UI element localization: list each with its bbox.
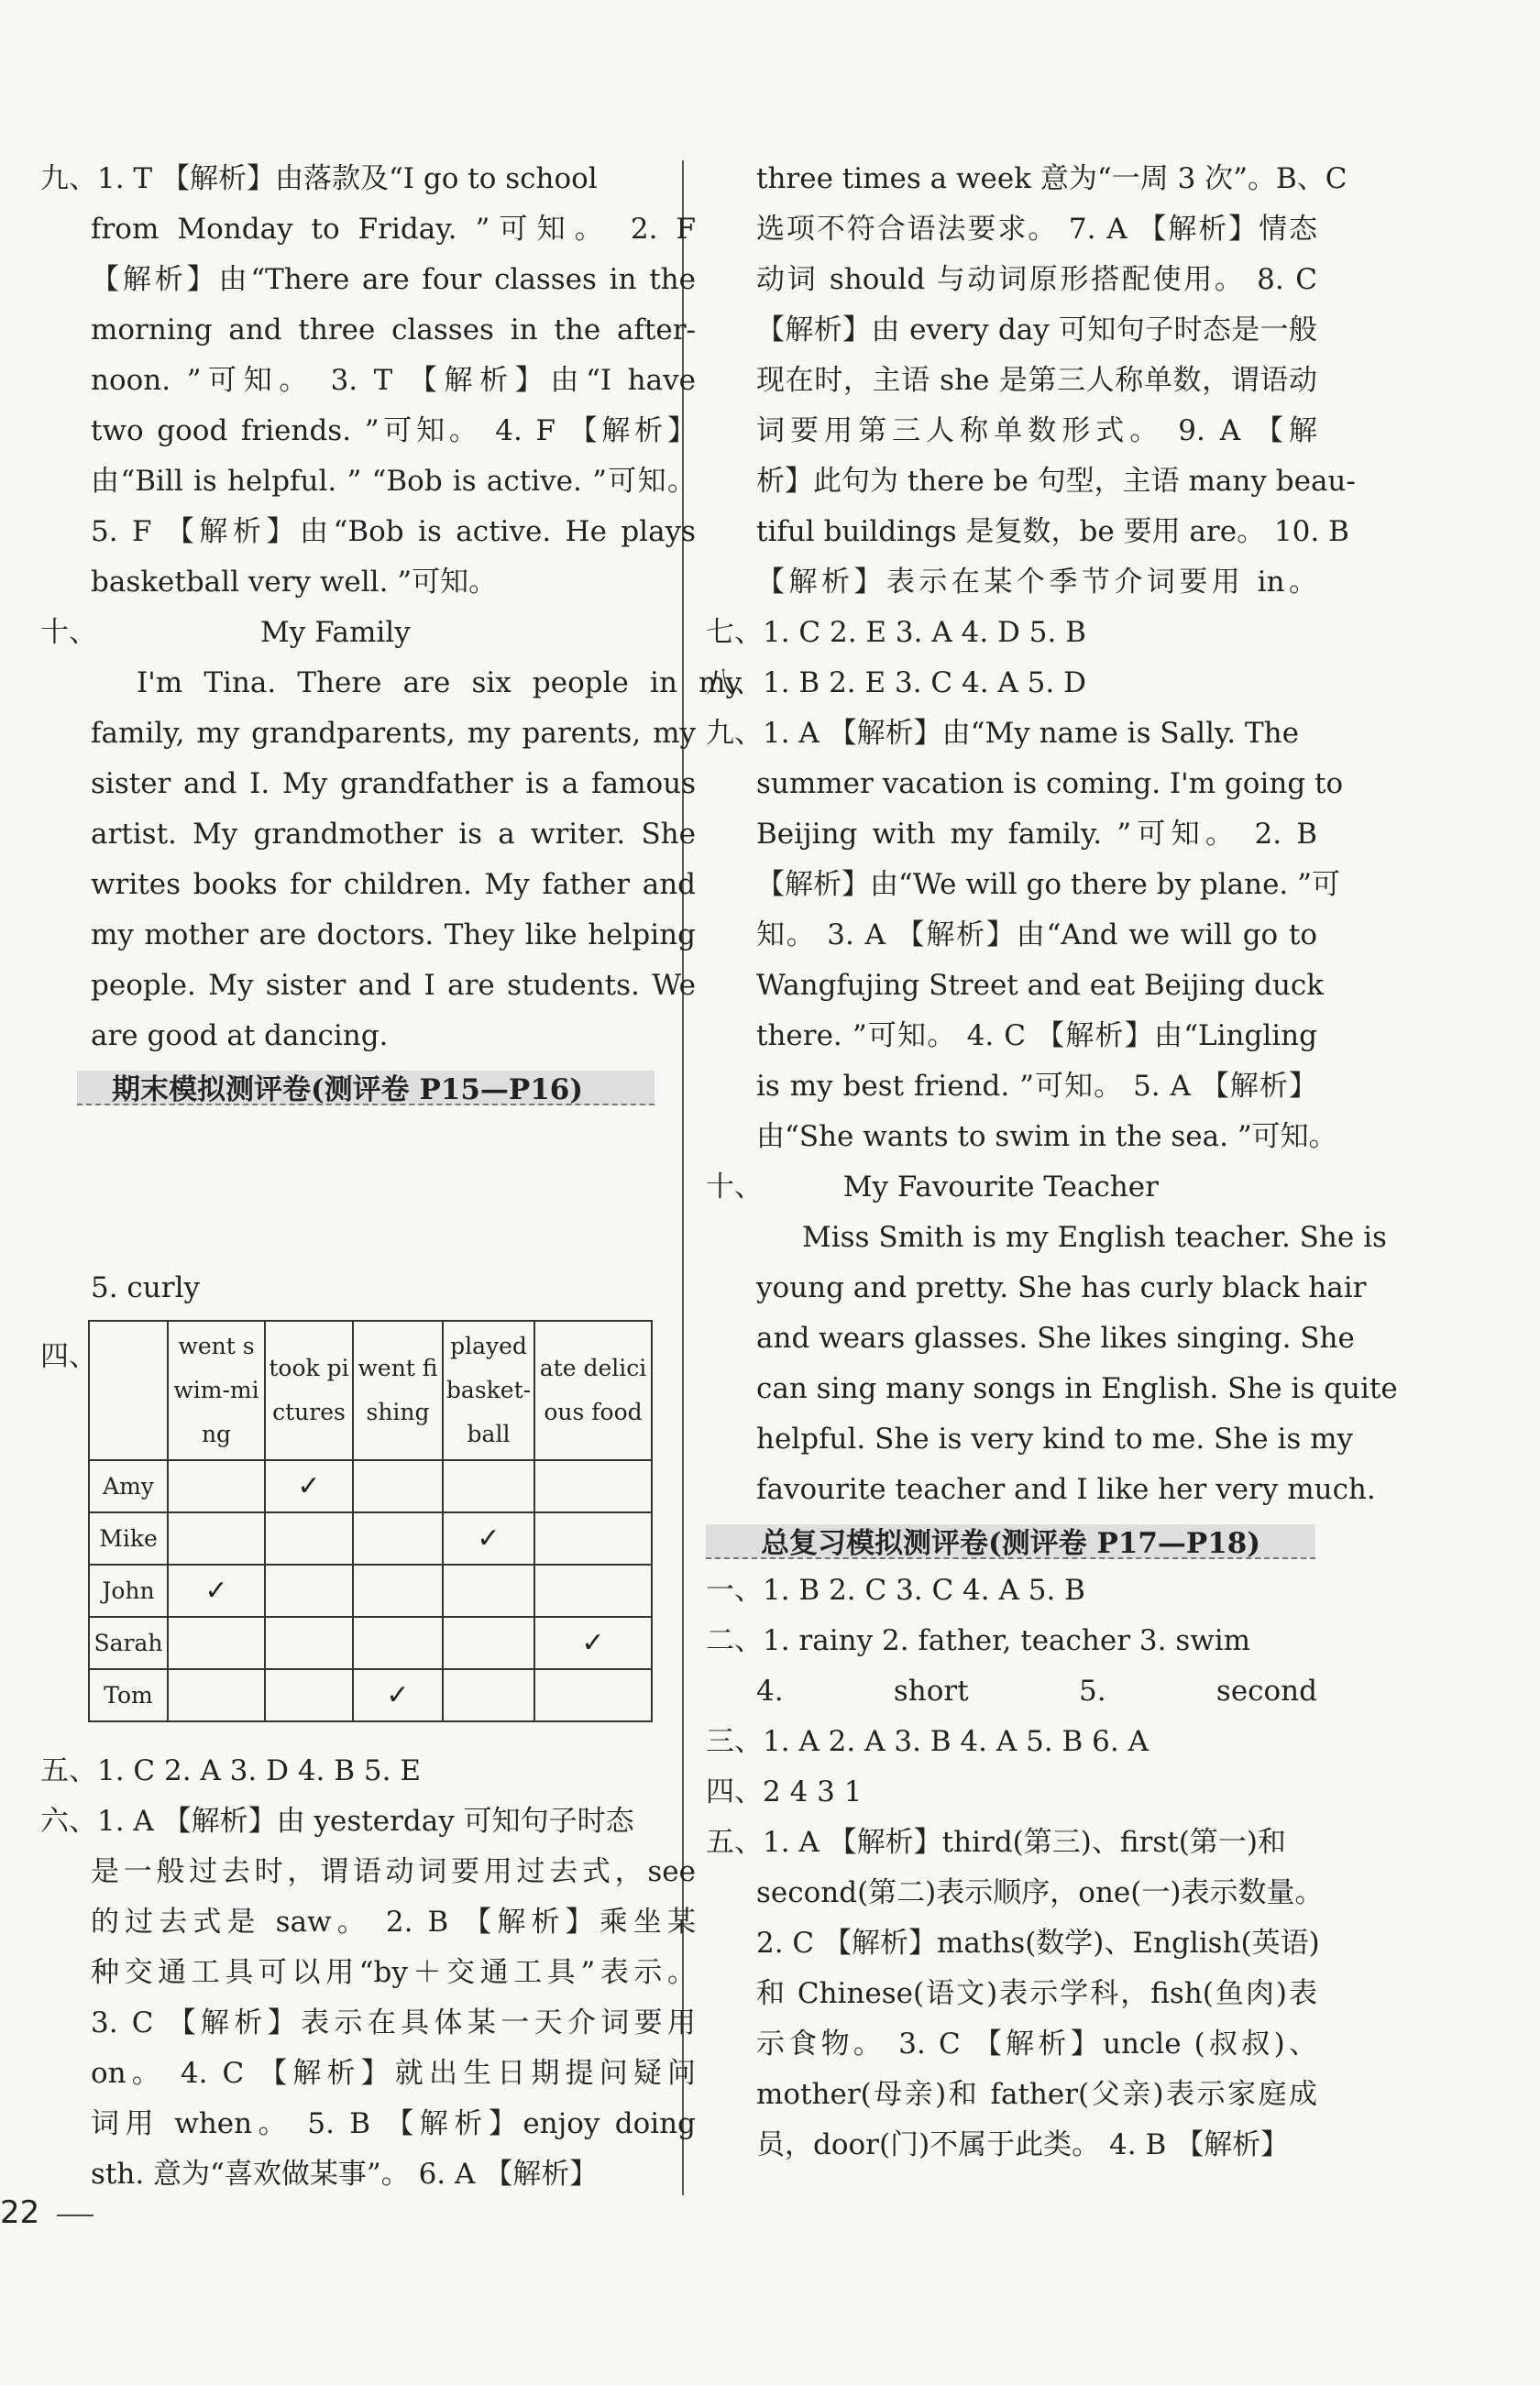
essay-line: family, my grandparents, my parents, my	[91, 717, 696, 750]
page-number: 22	[0, 2194, 40, 2231]
essay-line: young and pretty. She has curly black hair	[756, 1271, 1367, 1304]
table-row	[89, 1565, 652, 1617]
answer-line: 九、1. T 【解析】由落款及“I go to school	[40, 162, 598, 195]
essay-line: and wears glasses. She likes singing. She	[756, 1322, 1355, 1355]
answer-line: three times a week 意为“一周 3 次”。B、C	[756, 162, 1348, 195]
right-answers-1	[706, 154, 1356, 1162]
left-column: 九、1. T 【解析】由落款及“I go to school from Monday to Friday. ”可知。 2. F 【解析】由“There are four classes in the morning and three classes in the after- noon. ”可知。 3. T 【解析】由“I have two good friends. ”可知。 4. F 【解析】 由“Bill is helpful. ” “Bob is active. ”可知。 5. F 【解析】由“Bob is active. He plays basketball very well. ”可知。 十、 My Family I'm Tina. There are six people in my family, my grandparents, my parents, my sister and I. My grandfather is a famous artist. My grandmother is a writer. She writes books for children. My father and my mother are doctors. They like helping people. My sister and I are students. We are good at dancing. 期末模拟测评卷(测评卷 P15—P16) 5. curly 四、	[40, 154, 654, 1313]
check-cell: ✓	[443, 1512, 534, 1565]
answer-line: 八、1. B 2. E 3. C 4. A 5. D	[706, 666, 1086, 699]
answer-line: 5. F 【解析】由“Bob is active. He plays	[91, 515, 696, 548]
answer-line: 【解析】表示在某个季节介词要用 in。	[756, 566, 1317, 599]
essay-line: people. My sister and I are students. We	[91, 969, 696, 1002]
left-answers-2	[40, 1112, 654, 1263]
table-row	[89, 1460, 652, 1512]
essay-line: can sing many songs in English. She is quite	[756, 1372, 1398, 1405]
essay-prefix: 十、	[706, 1171, 763, 1203]
right-column	[706, 154, 1398, 2171]
check-cell	[534, 1669, 652, 1721]
check-cell	[443, 1565, 534, 1617]
table-header-row	[89, 1321, 652, 1460]
check-cell: ✓	[534, 1617, 652, 1669]
answer-line: 3. C 【解析】表示在具体某一天介词要用	[91, 2006, 696, 2039]
answer-line: 是一般过去时，谓语动词要用过去式，see	[91, 1855, 696, 1888]
table-header-cell: took pictures	[265, 1321, 353, 1460]
left-answers-1	[40, 154, 696, 608]
section-banner-review	[706, 1515, 1315, 1566]
answer-line: is my best friend. ”可知。 5. A 【解析】	[756, 1070, 1317, 1103]
answer-line	[40, 1162, 654, 1213]
check-cell	[534, 1512, 652, 1565]
check-cell	[168, 1460, 265, 1512]
answer-line: there. ”可知。 4. C 【解析】由“Lingling	[756, 1019, 1317, 1052]
answer-line: 一、1. B 2. C 3. C 4. A 5. B	[706, 1574, 1085, 1607]
answer-line: 二、1. rainy 2. father, teacher 3. swim	[706, 1624, 1251, 1657]
answer-line: two good friends. ”可知。 4. F 【解析】	[91, 414, 696, 447]
left-answers-3	[40, 1746, 696, 2200]
essay-line: Miss Smith is my English teacher. She is	[802, 1221, 1387, 1254]
answer-line: 析】此句为 there be 句型，主语 many beau-	[756, 465, 1356, 498]
table-header-cell: went fishing	[353, 1321, 443, 1460]
answer-line	[40, 1213, 654, 1263]
check-cell	[265, 1565, 353, 1617]
row-name-cell: Amy	[89, 1460, 168, 1512]
answer-line: 五、1. A 【解析】third(第三)、first(第一)和	[706, 1826, 1286, 1859]
table-row	[89, 1512, 652, 1565]
essay-prefix: 十、	[40, 616, 97, 649]
row-name-cell: Tom	[89, 1669, 168, 1721]
answer-line: 和 Chinese(语文)表示学科，fish(鱼肉)表	[756, 1977, 1317, 2010]
check-cell	[353, 1617, 443, 1669]
answer-line: 【解析】由“There are four classes in the	[91, 263, 696, 296]
answer-line: 知。 3. A 【解析】由“And we will go to	[756, 918, 1317, 951]
answer-line: 2. C 【解析】maths(数学)、English(英语)	[756, 1927, 1320, 1960]
row-name-cell: Mike	[89, 1512, 168, 1565]
essay-title: My Family	[259, 616, 411, 649]
essay-line: helpful. She is very kind to me. She is my	[756, 1423, 1354, 1456]
answer-line: on。 4. C 【解析】就出生日期提问疑问	[91, 2057, 696, 2090]
table-header-cell: played basket-ball	[443, 1321, 534, 1460]
answer-line: noon. ”可知。 3. T 【解析】由“I have	[91, 364, 696, 397]
check-cell	[168, 1669, 265, 1721]
row-name-cell: Sarah	[89, 1617, 168, 1669]
answer-line: Beijing with my family. ”可知。 2. B	[756, 818, 1317, 851]
answer-line: sth. 意为“喜欢做某事”。 6. A 【解析】	[91, 2158, 599, 2191]
table-header-cell: went swim-ming	[168, 1321, 265, 1460]
check-cell	[443, 1617, 534, 1669]
answer-line: 现在时，主语 she 是第三人称单数，谓语动	[756, 364, 1317, 397]
answer-line: 四、2 4 3 1	[706, 1775, 863, 1808]
answer-line: 示食物。 3. C 【解析】uncle (叔叔)、	[756, 2028, 1317, 2061]
check-cell	[168, 1617, 265, 1669]
check-cell	[168, 1512, 265, 1565]
answer-line: second(第二)表示顺序，one(一)表示数量。	[756, 1876, 1324, 1909]
check-cell	[265, 1512, 353, 1565]
banner-text: 期末模拟测评卷(测评卷 P15—P16)	[111, 1073, 584, 1106]
answer-line: Wangfujing Street and eat Beijing duck	[756, 969, 1325, 1002]
answer-line: 员，door(门)不属于此类。 4. B 【解析】	[756, 2128, 1290, 2161]
banner-text: 总复习模拟测评卷(测评卷 P17—P18)	[760, 1527, 1261, 1560]
check-cell: ✓	[168, 1565, 265, 1617]
answer-line: from Monday to Friday. ”可知。 2. F	[91, 213, 696, 246]
right-essay-body	[706, 1213, 1398, 1515]
essay-line: sister and I. My grandfather is a famous	[91, 767, 696, 800]
page-number-rule	[57, 2215, 94, 2216]
table-header-cell: ate delicious food	[534, 1321, 652, 1460]
check-cell	[353, 1512, 443, 1565]
check-cell: ✓	[265, 1460, 353, 1512]
check-cell	[265, 1669, 353, 1721]
answer-line: mother(母亲)和 father(父亲)表示家庭成	[756, 2078, 1317, 2111]
table-row	[89, 1617, 652, 1669]
answer-line: 五、1. C 2. A 3. D 4. B 5. E	[40, 1754, 421, 1787]
answer-line: 的过去式是 saw。 2. B 【解析】乘坐某	[91, 1906, 696, 1939]
essay-line: writes books for children. My father and	[91, 868, 696, 901]
answer-line: 由“She wants to swim in the sea. ”可知。	[756, 1120, 1337, 1153]
section-banner-final	[40, 1061, 654, 1112]
essay-line: artist. My grandmother is a writer. She	[91, 818, 696, 851]
essay-title: My Favourite Teacher	[842, 1171, 1159, 1203]
table-corner-cell	[89, 1321, 168, 1460]
essay-title-line	[40, 608, 654, 658]
answer-line: 选项不符合语法要求。 7. A 【解析】情态	[756, 213, 1317, 246]
essay-line: I'm Tina. There are six people in my	[137, 666, 742, 699]
answer-line: 六、1. A 【解析】由 yesterday 可知句子时态	[40, 1805, 634, 1838]
answer-line: 4. short 5. second	[756, 1675, 1317, 1708]
answer-line	[40, 1112, 654, 1162]
answer-line: tiful buildings 是复数，be 要用 are。 10. B	[756, 515, 1349, 548]
check-cell: ✓	[353, 1669, 443, 1721]
check-cell	[443, 1669, 534, 1721]
activity-table	[88, 1320, 653, 1722]
answer-line: basketball very well. ”可知。	[91, 566, 498, 599]
answer-line: morning and three classes in the after-	[91, 313, 696, 346]
answer-line: 三、1. A 2. A 3. B 4. A 5. B 6. A	[706, 1725, 1149, 1758]
check-cell	[534, 1565, 652, 1617]
table-row	[89, 1669, 652, 1721]
check-cell	[265, 1617, 353, 1669]
check-cell	[534, 1460, 652, 1512]
answer-line: 词要用第三人称单数形式。 9. A 【解	[756, 414, 1317, 447]
answer-line: 动词 should 与动词原形搭配使用。 8. C	[756, 263, 1317, 296]
answer-line: 5. curly	[91, 1271, 201, 1304]
essay-title-line	[706, 1162, 1315, 1213]
answer-line: 七、1. C 2. E 3. A 4. D 5. B	[706, 616, 1086, 649]
answer-line: 由“Bill is helpful. ” “Bob is active. ”可知。	[91, 465, 696, 498]
essay-line: my mother are doctors. They like helping	[91, 918, 696, 951]
essay-line: are good at dancing.	[91, 1019, 389, 1052]
check-cell	[443, 1460, 534, 1512]
left-essay-body	[40, 658, 742, 1061]
right-answers-2	[706, 1566, 1324, 2171]
answer-line: 九、1. A 【解析】由“My name is Sally. The	[706, 717, 1299, 750]
answer-line: 词用 when。 5. B 【解析】enjoy doing	[91, 2107, 696, 2140]
answer-line: 种交通工具可以用“by＋交通工具”表示。	[91, 1956, 696, 1989]
check-cell	[353, 1460, 443, 1512]
answer-line: 【解析】由“We will go there by plane. ”可	[756, 868, 1340, 901]
answer-line: summer vacation is coming. I'm going to	[756, 767, 1344, 800]
row-name-cell: John	[89, 1565, 168, 1617]
check-cell	[353, 1565, 443, 1617]
left-column-lower	[40, 1746, 696, 2200]
answer-line: 【解析】由 every day 可知句子时态是一般	[756, 313, 1317, 346]
essay-line: favourite teacher and I like her very much.	[756, 1473, 1376, 1506]
